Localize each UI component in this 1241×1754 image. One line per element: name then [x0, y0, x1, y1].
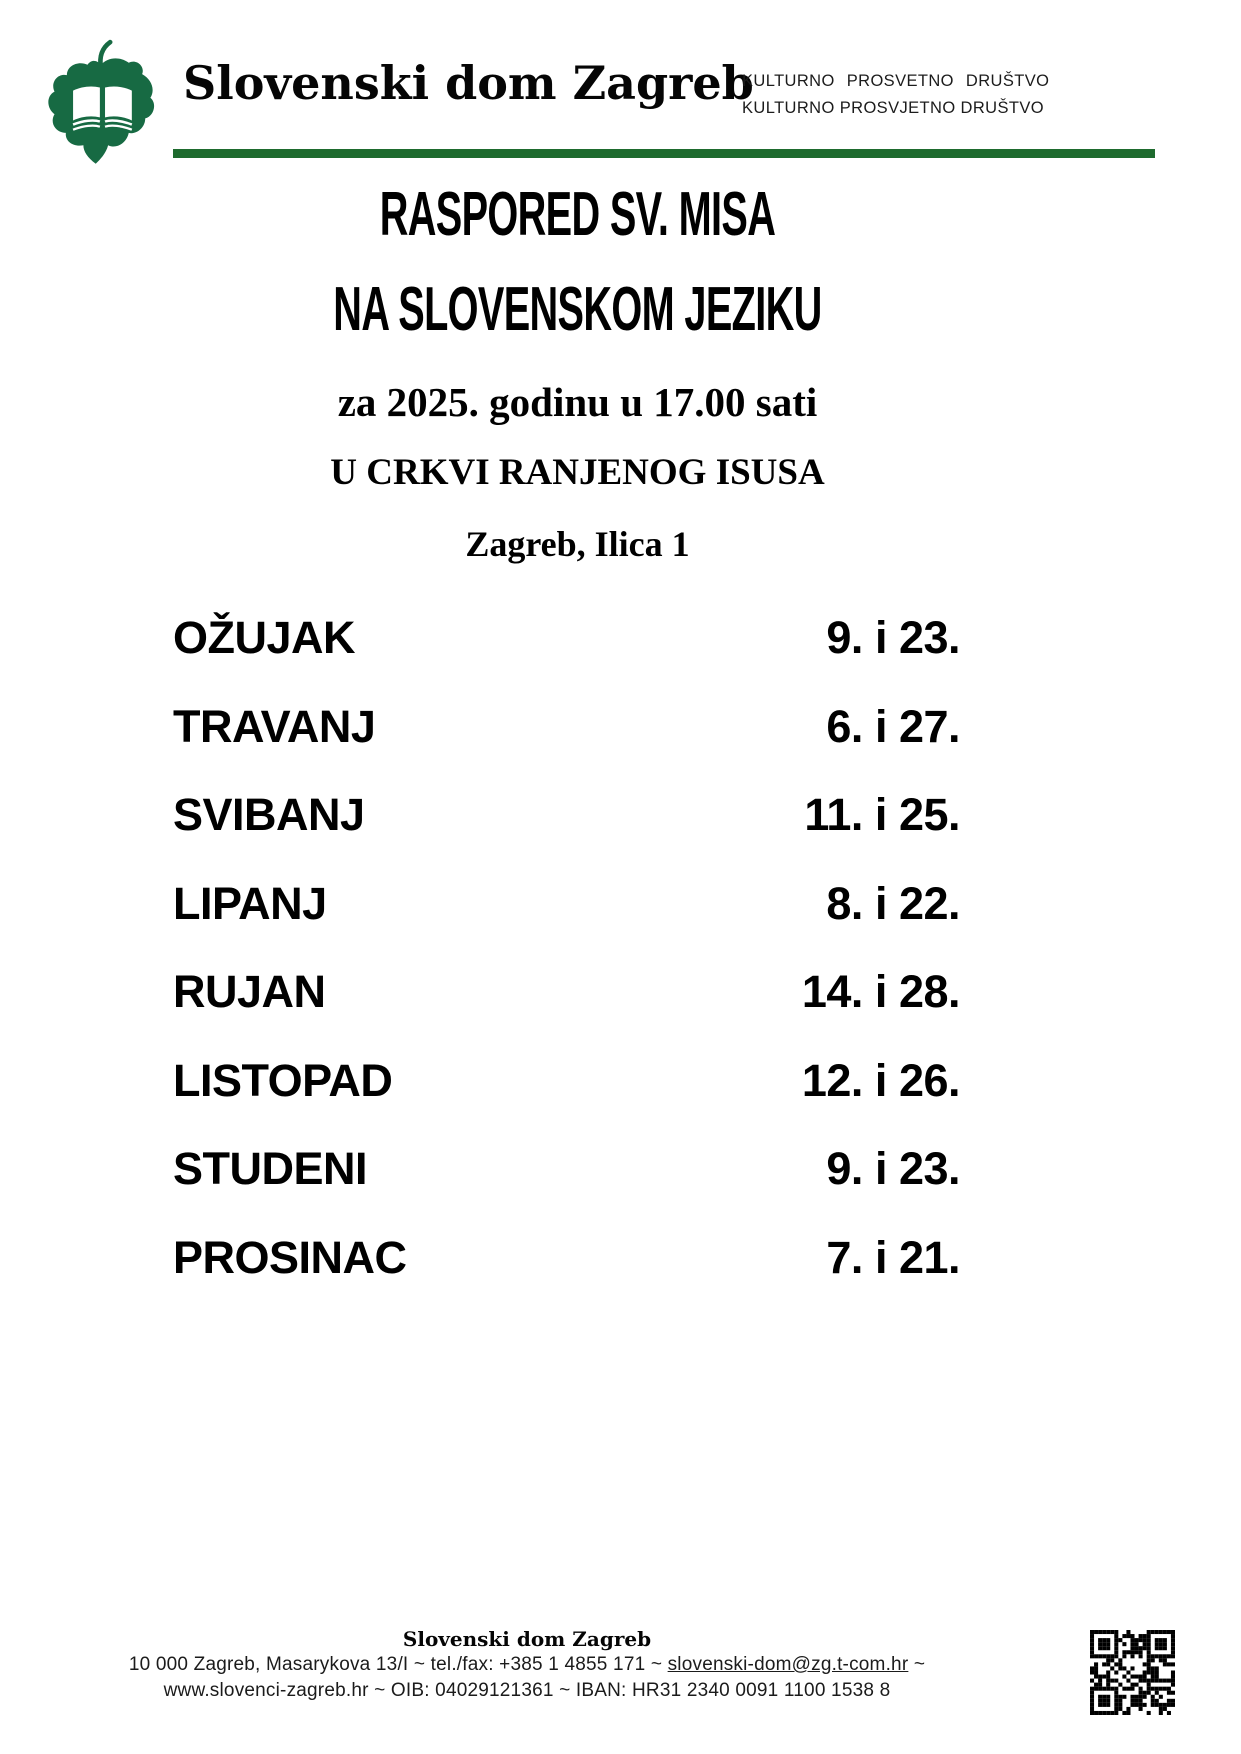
- society-subtitle: [742, 68, 1049, 122]
- footer-contact-suffix: ~: [908, 1654, 926, 1675]
- title-block: [0, 180, 1155, 564]
- dates-value: 7. i 21.: [826, 1231, 960, 1283]
- footer-contact-prefix: 10 000 Zagreb, Masarykova 13/I ~ tel./fax: +385 1 4855 171 ~: [128, 1654, 668, 1675]
- dates-value: 9. i 23.: [826, 1143, 960, 1195]
- year-time-line: za 2025. godinu u 17.00 sati: [337, 379, 818, 425]
- header-org-name: Slovenski dom Zagreb: [183, 56, 754, 110]
- society-name-croatian: KULTURNO PROSVJETNO DRUŠTVO: [742, 99, 1045, 117]
- month-label: STUDENI: [173, 1143, 368, 1195]
- schedule-row: [173, 1214, 960, 1303]
- dates-value: 14. i 28.: [801, 966, 960, 1018]
- title-line-2: NA SLOVENSKOM JEZIKU: [333, 275, 822, 344]
- footer-info-line: www.slovenci-zagreb.hr ~ OIB: 04029121361 ~ IBAN: HR31 2340 0091 1100 1538 8: [163, 1679, 891, 1701]
- dates-value: 9. i 23.: [826, 612, 960, 664]
- dates-value: 12. i 26.: [801, 1054, 960, 1106]
- schedule-row: [173, 1125, 960, 1214]
- dates-value: 11. i 25.: [804, 789, 960, 841]
- schedule-row: [173, 594, 960, 683]
- church-line: U CRKVI RANJENOG ISUSA: [330, 452, 825, 493]
- month-label: TRAVANJ: [173, 700, 376, 752]
- leaf-open-book-logo: [38, 38, 170, 172]
- footer-org-name: Slovenski dom Zagreb: [402, 1627, 652, 1651]
- qr-code: [1090, 1630, 1175, 1715]
- month-label: RUJAN: [173, 966, 326, 1018]
- month-label: LISTOPAD: [173, 1054, 393, 1106]
- month-label: SVIBANJ: [173, 789, 365, 841]
- title-line-1: RASPORED SV. MISA: [379, 180, 776, 249]
- footer-contact-line: [0, 1652, 1054, 1678]
- schedule-row: [173, 948, 960, 1037]
- schedule-row: [173, 771, 960, 860]
- society-name-slovenian: KULTURNO PROSVETNO DRUŠTVO: [742, 72, 1050, 90]
- schedule-row: [173, 683, 960, 772]
- dates-value: 6. i 27.: [826, 700, 960, 752]
- mass-schedule: [173, 594, 960, 1302]
- month-label: PROSINAC: [173, 1231, 407, 1283]
- footer-block: [0, 1626, 1054, 1703]
- schedule-row: [173, 860, 960, 949]
- month-label: OŽUJAK: [173, 612, 356, 664]
- schedule-row: [173, 1037, 960, 1126]
- month-label: LIPANJ: [173, 877, 327, 929]
- header-divider: [173, 149, 1155, 158]
- dates-value: 8. i 22.: [826, 877, 960, 929]
- address-line: Zagreb, Ilica 1: [465, 524, 690, 564]
- email-link[interactable]: slovenski-dom@zg.t-com.hr: [667, 1654, 909, 1675]
